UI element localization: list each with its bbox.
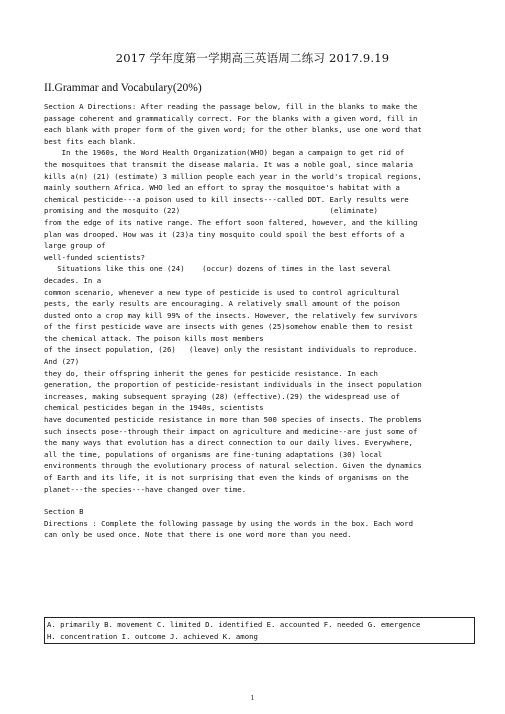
section-heading-grammar: II.Grammar and Vocabulary(20%) [44,82,202,94]
document-body [44,101,474,541]
passage-line: Section A Directions: After reading the passage below, fill in the blanks to make the [44,102,418,111]
section-b-directions-line: Directions : Complete the following passage by using the words in the box. Each word [44,518,414,528]
passage-line: mainly southern Africa. WHO led an effort to spray the mosquitoe's habitat with a [44,183,400,193]
passage-line: passage coherent and grammatically correct. For the blanks with a given word, fill in [44,113,418,123]
passage-line: common scenario, whenever a new type of pesticide is used to control agricultural [44,287,400,297]
passage-line: Situations like this one (24) (occur) dozens of times in the last several [44,264,392,274]
passage-line: environments through the evolutionary process of natural selection. Given the dynamics [44,461,422,471]
passage-line: dusted onto a crop may kill 99% of the insects. However, the relatively few survivors [44,310,418,320]
passage-line: chemical pesticide---a poison used to kill insects---called DDT. Early results were [44,194,409,204]
passage-line: the chemical attack. The poison kills most members [44,333,264,343]
passage-line: best fits each blank. [44,136,137,146]
passage-line: generation, the proportion of pesticide-resistant individuals in the insect population [44,380,422,390]
passage-line: each blank with proper form of the given word; for the other blanks, use one word that [44,125,422,135]
passage-line: they do, their offspring inherit the genes for pesticide resistance. In each [44,368,378,378]
passage-line: promising and the mosquito (22) (eliminate) [44,206,378,216]
section-a-passage [44,101,474,495]
passage-line: In the 1960s, the Word Health Organization(WHO) began a campaign to get rid of [44,148,405,158]
passage-line: increases, making subsequent spraying (28) (effective).(29) the widespread use of [44,391,400,401]
section-b-directions-line: can only be used once. Note that there is one word more than you need. [44,530,352,540]
passage-line: kills a(n) (21) (estimate) 3 million people each year in the world's tropical regions, [44,171,422,181]
passage-line: of Earth and its life, it is not surprising that even the kinds of organisms on the [44,473,409,482]
passage-line: decades. In a [44,275,102,285]
section-b-heading: Section B [44,507,84,517]
passage-line: well-funded scientists? [44,252,146,262]
passage-line: such insects pose--through their impact on agriculture and medicine--are just some of [44,426,418,436]
passage-line: And (27) [44,357,80,367]
passage-line: of the first pesticide wave are insects with genes (25)somehow enable them to resist [44,322,414,332]
passage-line: plan was drooped. How was it (23)a tiny mosquito could spoil the best efforts of a [44,229,405,239]
passage-line: of the insect population, (26) (leave) only the resistant individuals to reproduce. [44,345,418,355]
passage-line: the mosquitoes that transmit the disease malaria. It was a noble goal, since malaria [44,159,414,169]
page-number: 1 [250,695,255,702]
passage-line: from the edge of its native range. The effort soon faltered, however, and the killing [44,217,418,227]
word-bank-line: A. primarily B. movement C. limited D. identified E. accounted F. needed G. emergence [47,620,421,629]
passage-line: large group of [44,241,106,251]
word-bank-box [44,617,475,644]
passage-line: planet---the species---have changed over time. [44,484,247,494]
passage-line: have documented pesticide resistance in more than 500 species of insects. The problems [44,415,422,425]
word-bank-line: H. concentration I. outcome J. achieved K. among [47,631,258,641]
passage-line: pests, the early results are encouraging. A relatively small amount of the poison [44,299,400,309]
passage-line: chemical pesticides began in the 1940s, scientists [44,403,264,413]
passage-line: all the time, populations of organisms are fine-tuning adaptations (30) local [44,449,383,459]
section-gap [44,495,474,506]
passage-line: the many ways that evolution has a direct connection to our daily lives. Everywhere, [44,438,414,448]
document-title: 2017 学年度第一学期高三英语周二练习 2017.9.19 [115,51,390,65]
